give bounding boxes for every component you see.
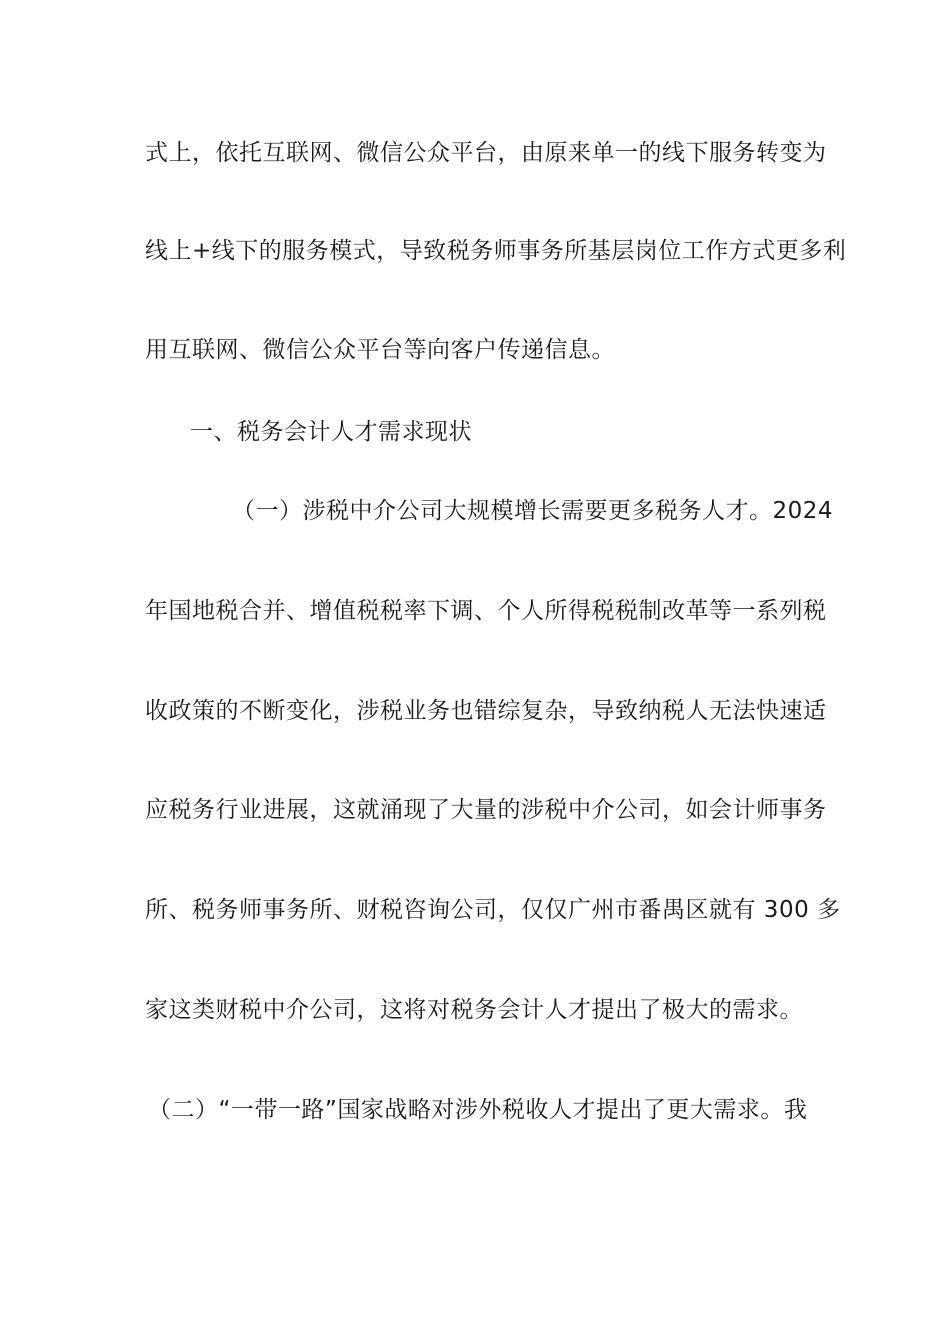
paragraph-line: 收政策的不断变化，涉税业务也错综复杂，导致纳税人无法快速适 (145, 698, 827, 724)
subsection-heading: （二）“一带一路”国家战略对涉外税收人才提出了更大需求。我 (148, 1097, 808, 1123)
paragraph-line: 应税务行业进展，这就涌现了大量的涉税中介公司，如会计师事务 (145, 797, 827, 823)
paragraph-line: 年国地税合并、增值税税率下调、个人所得税税制改革等一系列税 (145, 598, 827, 624)
paragraph-line: 式上，依托互联网、微信公众平台，由原来单一的线下服务转变为 (145, 140, 827, 166)
paragraph-line: 线上+线下的服务模式，导致税务师事务所基层岗位工作方式更多利 (145, 238, 847, 264)
section-heading: 一、税务会计人才需求现状 (190, 419, 472, 445)
paragraph-line: 所、税务师事务所、财税咨询公司，仅仅广州市番禺区就有 300 多 (145, 897, 841, 923)
subsection-heading: （一）涉税中介公司大规模增长需要更多税务人才。2024 (232, 498, 834, 524)
paragraph-line: 家这类财税中介公司，这将对税务会计人才提出了极大的需求。 (145, 997, 803, 1023)
paragraph-line: 用互联网、微信公众平台等向客户传递信息。 (145, 337, 615, 363)
